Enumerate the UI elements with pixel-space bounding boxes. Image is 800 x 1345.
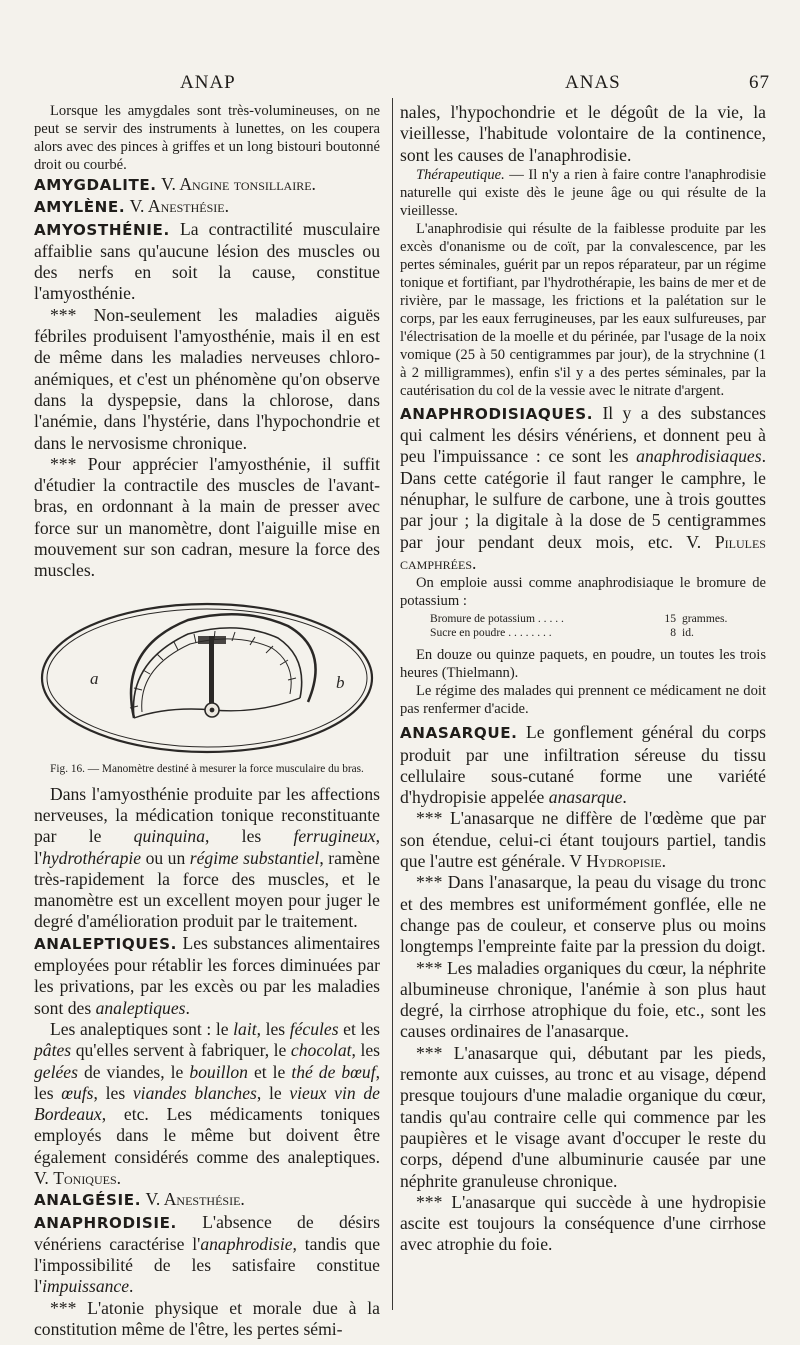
text-run: ou un [141, 847, 190, 868]
entry-headword: ANAPHRODISIE. [34, 1213, 177, 1232]
cross-reference: V. Anesthésie. [145, 1189, 245, 1210]
emphasis: anasarque [548, 787, 623, 808]
text-run: , les [256, 1018, 290, 1039]
entry-definition: Le gonflement général du corps produit par une infiltration séreuse du tissu cellulaire sous-cutané forme une variété d'hydropisie appelée [400, 722, 766, 808]
recipe-unit: grammes. [682, 612, 728, 626]
entry-analgesie [34, 1189, 380, 1211]
column-divider [392, 98, 393, 1310]
emphasis: viandes blanches [132, 1082, 257, 1103]
emphasis: chocolat [290, 1040, 352, 1061]
recipe-quantity: 8 [670, 626, 676, 640]
entry-headword: ANALGÉSIE. [34, 1191, 142, 1210]
paragraph-visage: *** Dans l'anasarque, la peau du visage du tronc et des membres est uniformément gonflée, elle ne change pas de couleur, et conserve plus ou moins longtemps l'empreinte faite par la pression du doigt. [400, 872, 766, 957]
emphasis: thé de bœuf [291, 1061, 376, 1082]
recipe-unit: id. [682, 626, 694, 640]
paragraph-faiblesse: L'anaphrodisie qui résulte de la faiblesse produite par les excès d'onanisme ou de coït, par la convalescence, par les pertes séminales, guérit par un repos réparateur, par un régime tonique et fortifiant, par l'hydrothérapie, les bains de mer et de rivière, par le massage, les frictions et la palétation sur le corps, par les eaux ferrugineuses, par les eaux sulfureuses, par l'électrisation de la moelle et du périnée, par l'usage de la noix vomique (25 à 50 centigrammes par jour), de la strychnine (1 à 2 milligrammes), enfin s'il y a des pertes séminales, par la cautérisation du col de la vessie avec le nitrate d'argent. [400, 220, 766, 399]
entry-analeptiques [34, 933, 380, 1019]
right-column [400, 102, 766, 1256]
text-run: , les [93, 1082, 133, 1103]
recipe-quantity: 15 [664, 612, 676, 626]
entry-anasarque [400, 722, 766, 808]
entry-definition: Les substances alimentaires employées pour rétablir les forces diminuées par les privations, par les excès ou par les maladies sont des [34, 932, 380, 1018]
section-label: Thérapeutique. [416, 166, 505, 183]
text-run: , les [205, 826, 294, 847]
page-number: 67 [749, 72, 770, 93]
text-run: , l' [34, 826, 380, 868]
text-run: . [622, 787, 627, 808]
entry-anaphrodisiaques [400, 403, 766, 574]
text-run: , tandis que l'impossibilité de les satisfaire constitue l' [34, 1233, 380, 1297]
figure-label-b: b [336, 672, 345, 692]
emphasis: régime substantiel [189, 847, 320, 868]
text-run: , les [351, 1040, 381, 1061]
text-run: , les [34, 1061, 380, 1103]
emphasis: lait [233, 1018, 257, 1039]
text-run: *** L'anasarque ne diffère de l'œdème que par son étendue, celui-ci étant toujours partiel, tandis que l'autre est générale. V [400, 808, 766, 872]
entry-anaphrodisie [34, 1212, 380, 1298]
manometer-illustration [38, 598, 376, 756]
emphasis: analeptiques [95, 997, 186, 1018]
paragraph-febriles: *** Non-seulement les maladies aiguës fébriles produisent l'amyosthénie, mais il en est de même dans les maladies nerveuses chloro-anémiques, et c'est un phénomène qu'on observe dans la dyspepsie, dans la chlorose, dans l'anémie, dans l'hystérie, dans l'hypochondrie et dans le nervosisme chronique. [34, 304, 380, 453]
entry-amylene [34, 196, 380, 218]
paragraph-atonie: *** L'atonie physique et morale due à la constitution même de l'être, les pertes sémi- [34, 1297, 380, 1340]
text-run: — Il n'y a rien à faire contre l'anaphrodisie naturelle qui existe dès le jeune âge ou qui résulte de la vieillesse. [400, 166, 766, 219]
entry-headword: AMYGDALITE. [34, 176, 157, 194]
emphasis: bouillon [189, 1061, 248, 1082]
emphasis: fécules [289, 1018, 339, 1039]
paragraph-ascite: *** L'anasarque qui succède à une hydropisie ascite est toujours la conséquence d'une cirrhose avec atrophie du foie. [400, 1191, 766, 1255]
entry-headword: ANAPHRODISIAQUES. [400, 404, 594, 423]
paragraph-regime: Le régime des malades qui prennent ce médicament ne doit pas renfermer d'acide. [400, 683, 766, 718]
cross-reference: V. Angine tonsillaire. [161, 174, 316, 194]
emphasis: anaphrodisie [200, 1233, 293, 1254]
entry-definition: Il y a des substances qui calment les désirs vénériens, et donnent peu à peu l'impuissance : ce sont les [400, 402, 766, 467]
entry-amygdalite [34, 174, 380, 196]
paragraph-douze: En douze ou quinze paquets, en poudre, un toutes les trois heures (Thielmann). [400, 647, 766, 682]
text-run: de viandes, le [77, 1061, 190, 1082]
recipe-row [430, 626, 727, 640]
emphasis: ferrugineux [293, 826, 376, 847]
text-run: Dans l'amyosthénie produite par les affections nerveuses, la médication tonique reconstituante par le [34, 783, 380, 847]
text-run: Les analeptiques sont : le [50, 1018, 234, 1039]
recipe-item: Bromure de potassium . . . . . [430, 612, 564, 626]
header-left-word: ANAP [180, 72, 236, 93]
figure-label-a: a [90, 668, 99, 688]
text-run: . Dans cette catégorie il faut ranger le camphre, le nénuphar, le sulfure de carbone, une à trois gouttes par jour ; la digitale à la dose de 5 centigrammes par jour pendant deux mois, etc. V. [400, 446, 766, 552]
text-run: et le [247, 1061, 292, 1082]
figure-caption: Fig. 16. — Manomètre destiné à mesurer la force musculaire du bras. [50, 762, 364, 775]
cross-reference: Hydropisie. [586, 851, 666, 872]
entry-headword: ANALEPTIQUES. [34, 934, 177, 953]
recipe-table [430, 612, 727, 640]
emphasis: pâtes [34, 1040, 72, 1061]
paragraph-amygdales: Lorsque les amygdales sont très-volumineuses, on ne peut se servir des instruments à lunettes, on les coupera alors avec des pinces à griffes et un long bistouri boutonné droit ou courbé. [34, 103, 380, 173]
text-run: . [185, 997, 190, 1018]
entry-headword: AMYOSTHÉNIE. [34, 220, 170, 239]
paragraph-therapie [34, 784, 380, 933]
text-run: et les [338, 1018, 380, 1039]
entry-definition: La contractilité musculaire affaiblie sans qu'aucune lésion des muscles ou des nerfs en soit la cause, constitue l'amyosthénie. [34, 218, 380, 304]
paragraph-oedeme [400, 808, 766, 872]
emphasis: anaphrodisiaques [636, 446, 762, 467]
text-run: , etc. Les médicaments toniques employés dans le même but doivent être également considérés comme des analeptiques. V. [34, 1104, 380, 1188]
cross-reference: Toniques. [53, 1167, 122, 1188]
text-run: , ramène très-rapidement la force des muscles, et le manomètre est un excellent moyen pour juger le degré d'amélioration produit par le traitement. [34, 847, 380, 932]
emphasis: hydrothérapie [42, 847, 142, 868]
paragraph-analeptiques-list [34, 1019, 380, 1189]
paragraph-therapeutique [400, 166, 766, 220]
paragraph-maladies: *** Les maladies organiques du cœur, la néphrite albumineuse chronique, l'anémie à son plus haut degré, la cirrhose atrophique du foie, etc., sont les causes ordinaires de l'anasarque. [400, 957, 766, 1042]
paragraph-causes: nales, l'hypochondrie et le dégoût de la vie, la vieillesse, l'habitude volontaire de la continence, sont les causes de l'anaphrodisie. [400, 102, 766, 165]
recipe-row [430, 612, 727, 626]
figure-manometre [34, 598, 380, 756]
emphasis: gelées [34, 1061, 78, 1082]
paragraph-apprecier: *** Pour apprécier l'amyosthénie, il suffit d'étudier la contractile des muscles de l'avant-bras, en ordonnant à la main de presser avec force sur un manomètre, dont l'aiguille mise en mouvement sur son cadran, mesure la force des muscles. [34, 453, 380, 581]
emphasis: impuissance [42, 1276, 130, 1297]
recipe-item: Sucre en poudre . . . . . . . . [430, 626, 552, 640]
paragraph-pieds: *** L'anasarque qui, débutant par les pieds, remonte aux cuisses, au tronc et au visage, dépend presque toujours d'une maladie organique du cœur, tandis qu'au contraire celle qui commence par les paupières et le visage avant d'occuper le reste du corps, dépend d'une albuminurie causée par une néphrite granuleuse chronique. [400, 1042, 766, 1191]
emphasis: quinquina [133, 826, 206, 847]
text-run: qu'elles servent à fabriquer, le [71, 1040, 291, 1061]
running-header [30, 72, 770, 96]
entry-headword: ANASARQUE. [400, 724, 518, 743]
text-run: , le [256, 1082, 290, 1103]
entry-amyosthenie [34, 219, 380, 305]
entry-headword: AMYLÈNE. [34, 198, 126, 217]
cross-reference: V. Anesthésie. [129, 196, 229, 217]
emphasis: vieux vin de Bordeaux [34, 1082, 380, 1125]
cross-reference: Pilules camphrées. [400, 531, 766, 573]
header-right-word: ANAS [565, 72, 621, 93]
entry-definition: L'absence de désirs vénériens caractérise l' [34, 1211, 380, 1254]
emphasis: œufs [61, 1082, 94, 1103]
paragraph-bromure: On emploie aussi comme anaphrodisiaque le bromure de potassium : [400, 575, 766, 610]
text-run: . [129, 1276, 134, 1297]
left-column [34, 102, 380, 1340]
